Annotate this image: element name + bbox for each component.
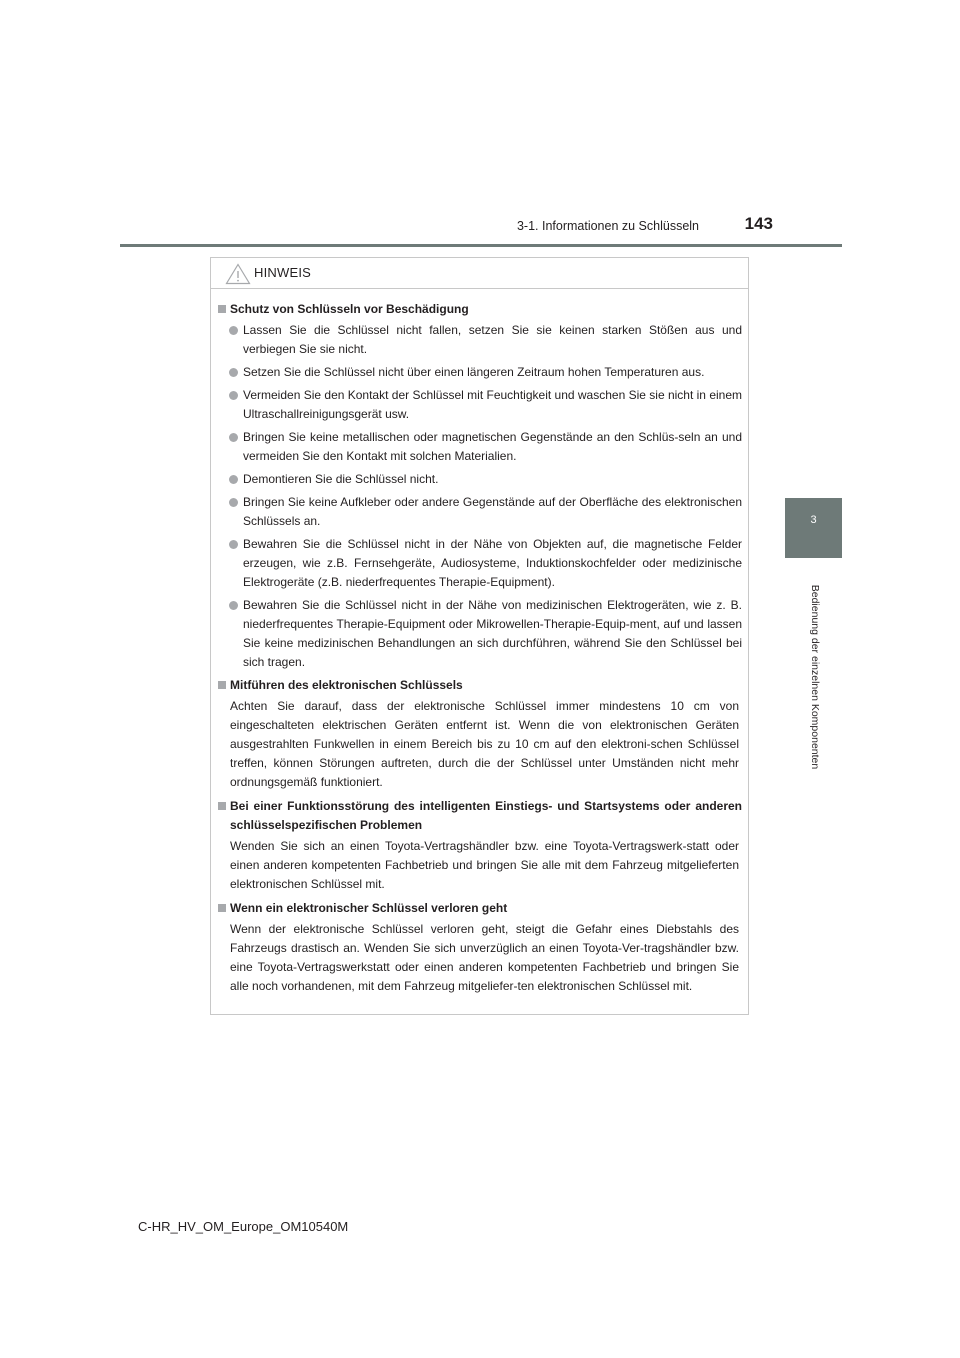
section-malfunction	[217, 797, 742, 894]
list-item	[217, 386, 742, 424]
list-item-text: Bringen Sie keine metallischen oder magnetischen Gegenstände an den Schlüs-seln an und vermeiden Sie den Kontakt mit solchen Materialien.	[243, 430, 742, 463]
section-title-text: Wenn ein elektronischer Schlüssel verloren geht	[230, 901, 508, 915]
list-item	[217, 493, 742, 531]
chapter-title-vertical: Bedienung der einzelnen Komponenten	[809, 584, 821, 770]
bullet-dot-icon	[229, 498, 238, 507]
list-item-text: Vermeiden Sie den Kontakt der Schlüssel mit Feuchtigkeit und waschen Sie sie nicht in einem Ultraschallreinigungsgerät usw.	[243, 388, 742, 421]
section-title-text: Mitführen des elektronischen Schlüssels	[230, 678, 463, 692]
bullet-dot-icon	[229, 540, 238, 549]
bullet-dot-icon	[229, 326, 238, 335]
list-item	[217, 321, 742, 359]
chapter-number: 3	[810, 514, 817, 526]
header-divider	[120, 244, 842, 247]
section-title	[217, 797, 742, 835]
list-item-text: Setzen Sie die Schlüssel nicht über einen längeren Zeitraum hohen Temperaturen aus.	[243, 365, 705, 379]
section-title	[217, 676, 742, 695]
section-title	[217, 899, 742, 918]
bullet-dot-icon	[229, 475, 238, 484]
bullet-dot-icon	[229, 391, 238, 400]
list-item	[217, 535, 742, 592]
square-bullet-icon	[218, 904, 226, 912]
section-paragraph: Wenn der elektronische Schlüssel verloren geht, steigt die Gefahr eines Diebstahls des Fahrzeugs drastisch an. Wenden Sie sich unverzüglich an einen Toyota-Ver-tragshändler bzw. eine Toyota-Vertragswerkstatt oder einen anderen kompetenten Fachbetrieb und bringen Sie alle noch vorhandenen, mit dem Fahrzeug mitgeliefer-ten elektronischen Schlüssel mit.	[230, 922, 739, 993]
document-code: C-HR_HV_OM_Europe_OM10540M	[138, 1219, 349, 1234]
header-section-title: 3-1. Informationen zu Schlüsseln	[516, 219, 699, 233]
list-item-text: Bewahren Sie die Schlüssel nicht in der Nähe von medizinischen Elektrogeräten, wie z. B. niederfrequentes Therapie-Equipment oder Mikrowellen-Therapie-Equip-ment, auf und lassen Sie keine medizinischen Behandlungen an sich durchführen, während Sie den Schlüssel bei sich tragen.	[243, 598, 742, 669]
square-bullet-icon	[218, 681, 226, 689]
section-lost-key	[217, 899, 742, 996]
notice-box	[210, 257, 749, 1015]
section-key-protection	[217, 300, 742, 672]
bullet-dot-icon	[229, 433, 238, 442]
list-item-text: Demontieren Sie die Schlüssel nicht.	[243, 472, 439, 486]
list-item	[217, 596, 742, 672]
list-item-text: Lassen Sie die Schlüssel nicht fallen, setzen Sie sie keinen starken Stößen aus und verbiegen Sie sie nicht.	[243, 323, 742, 356]
warning-triangle-icon	[225, 263, 251, 285]
section-title	[217, 300, 742, 319]
notice-title: HINWEIS	[254, 265, 312, 280]
section-title-text: Schutz von Schlüsseln vor Beschädigung	[230, 302, 469, 316]
section-paragraph: Achten Sie darauf, dass der elektronische Schlüssel immer mindestens 10 cm von eingeschalteten elektrischen Geräten entfernt ist. Wenn die von elektronischen Geräten ausgestrahlten Funkwellen in einem Bereich bis zu 10 cm auf den elektroni-schen Schlüssel treffen, können Störungen auftreten, durch die der Schlüssel unter Umständen nicht mehr ordnungsgemäß funktioniert.	[230, 699, 739, 789]
bullet-dot-icon	[229, 368, 238, 377]
square-bullet-icon	[218, 305, 226, 313]
list-item	[217, 428, 742, 466]
list-item-text: Bringen Sie keine Aufkleber oder andere Gegenstände auf der Oberfläche des elektronischen Schlüssels an.	[243, 495, 742, 528]
notice-body	[211, 289, 748, 996]
page-number: 143	[744, 214, 773, 233]
section-title-text: Bei einer Funktionsstörung des intelligenten Einstiegs- und Startsystems oder anderen schlüsselspezifischen Problemen	[230, 799, 742, 832]
section-carrying-key	[217, 676, 742, 792]
list-item	[217, 363, 742, 382]
list-item	[217, 470, 742, 489]
chapter-tab	[785, 498, 842, 558]
list-item-text: Bewahren Sie die Schlüssel nicht in der Nähe von Objekten auf, die magnetische Felder erzeugen, wie z.B. Fernsehgeräte, Audiosysteme, Induktionskochfelder oder medizinische Elektrogeräte (z.B. niederfrequentes Therapie-Equipment).	[243, 537, 742, 589]
notice-header	[211, 258, 748, 289]
section-paragraph: Wenden Sie sich an einen Toyota-Vertragshändler bzw. eine Toyota-Vertragswerk-statt oder einen anderen kompetenten Fachbetrieb und bringen Sie alle mit dem Fahrzeug mitgelieferten elektronischen Schlüssel mit.	[230, 839, 739, 891]
square-bullet-icon	[218, 802, 226, 810]
bullet-dot-icon	[229, 601, 238, 610]
